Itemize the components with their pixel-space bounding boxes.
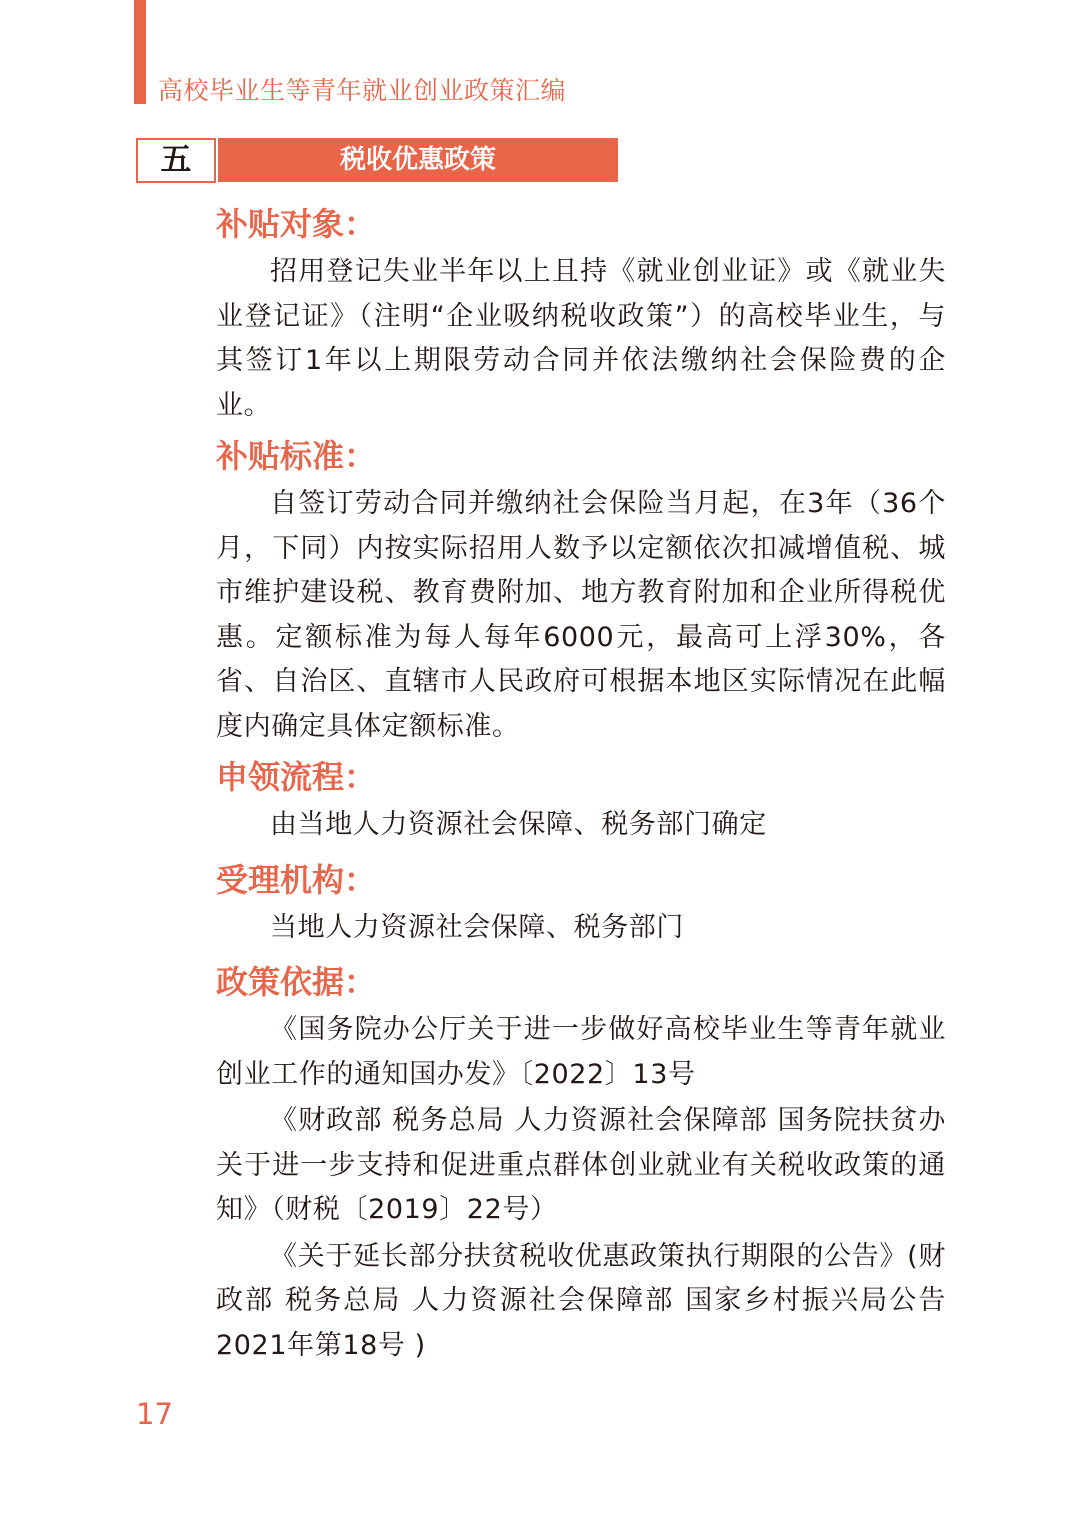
paragraph: 由当地人力资源社会保障、税务部门确定 <box>270 809 767 840</box>
section-number: 五 <box>136 138 216 183</box>
section-title: 税收优惠政策 <box>218 138 618 182</box>
heading-policy-basis: 政策依据： <box>216 963 377 1001</box>
block-subsidy-standard <box>216 430 946 749</box>
header-accent-bar <box>134 0 146 104</box>
paragraph: 《关于延长部分扶贫税收优惠政策执行期限的公告》(财政部 税务总局 人力资源社会保障部 国家乡村振兴局公告2021年第18号 ) <box>216 1240 946 1361</box>
section-header <box>136 138 618 182</box>
heading-subsidy-target: 补贴对象： <box>216 205 377 243</box>
paragraph: 招用登记失业半年以上且持《就业创业证》或《就业失业登记证》（注明“企业吸纳税收政策”）的高校毕业生，与其签订1年以上期限劳动合同并依法缴纳社会保险费的企业。 <box>216 256 946 421</box>
heading-subsidy-standard: 补贴标准： <box>216 437 377 475</box>
paragraph: 《国务院办公厅关于进一步做好高校毕业生等青年就业创业工作的通知国办发》〔2022〕13号 <box>216 1014 946 1090</box>
paragraph: 自签订劳动合同并缴纳社会保险当月起，在3年（36个月，下同）内按实际招用人数予以定额依次扣减增值税、城市维护建设税、教育费附加、地方教育附加和企业所得税优惠。定额标准为每人每年6000元，最高可上浮30%，各省、自治区、直辖市人民政府可根据本地区实际情况在此幅度内确定具体定额标准。 <box>216 488 946 742</box>
block-policy-basis <box>216 956 946 1368</box>
block-handling-agency <box>216 854 946 951</box>
block-application-process <box>216 751 946 848</box>
block-subsidy-target <box>216 198 946 428</box>
heading-handling-agency: 受理机构： <box>216 860 377 899</box>
heading-application-process: 申领流程： <box>216 758 377 796</box>
policy-content <box>216 198 946 1370</box>
page-number: 17 <box>136 1397 173 1431</box>
paragraph: 《财政部 税务总局 人力资源社会保障部 国务院扶贫办关于进一步支持和促进重点群体创业就业有关税收政策的通知》（财税〔2019〕22号） <box>216 1105 946 1225</box>
running-header-title: 高校毕业生等青年就业创业政策汇编 <box>158 76 567 105</box>
paragraph: 当地人力资源社会保障、税务部门 <box>270 911 684 943</box>
